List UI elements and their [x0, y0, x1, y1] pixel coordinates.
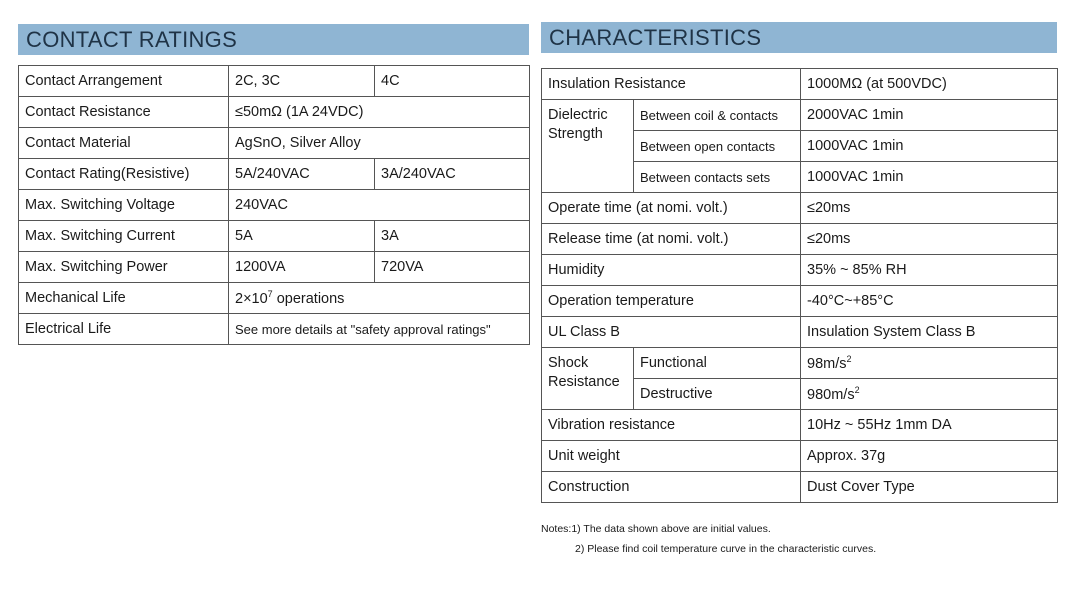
row-sublabel: Functional: [634, 348, 801, 379]
row-value: 1000VAC 1min: [801, 162, 1058, 193]
row-label: Release time (at nomi. volt.): [542, 224, 801, 255]
table-row: [542, 286, 1058, 317]
table-row: [542, 410, 1058, 441]
contact-ratings-table: [18, 65, 530, 345]
row-label: Max. Switching Power: [19, 252, 229, 283]
table-row: [19, 128, 530, 159]
row-value: AgSnO, Silver Alloy: [229, 128, 530, 159]
table-row: [19, 159, 530, 190]
table-row: [542, 100, 1058, 131]
row-value: [801, 379, 1058, 410]
characteristics-title: CHARACTERISTICS: [541, 22, 1057, 53]
row-sublabel: Between contacts sets: [634, 162, 801, 193]
row-label: Insulation Resistance: [542, 69, 801, 100]
row-value: 35% ~ 85% RH: [801, 255, 1058, 286]
value-text: 98m/s: [807, 355, 847, 372]
row-label: Mechanical Life: [19, 283, 229, 314]
row-value: 3A: [375, 221, 530, 252]
row-value: ≤50mΩ (1A 24VDC): [229, 97, 530, 128]
table-row: [542, 224, 1058, 255]
table-row: [19, 283, 530, 314]
row-value: Insulation System Class B: [801, 317, 1058, 348]
value-text: 2×10: [235, 290, 268, 307]
row-label: UL Class B: [542, 317, 801, 348]
row-value: 4C: [375, 66, 530, 97]
row-value: 240VAC: [229, 190, 530, 221]
row-value: [801, 348, 1058, 379]
row-label: Unit weight: [542, 441, 801, 472]
contact-ratings-title: CONTACT RATINGS: [18, 24, 529, 55]
row-value: 5A: [229, 221, 375, 252]
value-text: operations: [272, 290, 345, 307]
row-value: 1200VA: [229, 252, 375, 283]
row-label: Shock Resistance: [542, 348, 634, 410]
row-label: Contact Resistance: [19, 97, 229, 128]
row-label: Operation temperature: [542, 286, 801, 317]
row-value: ≤20ms: [801, 224, 1058, 255]
value-exponent: 2: [854, 385, 860, 396]
table-row: [19, 97, 530, 128]
table-row: [542, 193, 1058, 224]
row-sublabel: Destructive: [634, 379, 801, 410]
note-line: Notes:1) The data shown above are initial values.: [541, 523, 771, 535]
table-row: [542, 348, 1058, 379]
table-row: [542, 69, 1058, 100]
row-value: [229, 283, 530, 314]
row-value: 1000MΩ (at 500VDC): [801, 69, 1058, 100]
row-label: Contact Arrangement: [19, 66, 229, 97]
row-label: Construction: [542, 472, 801, 503]
table-row: [19, 66, 530, 97]
row-value: 5A/240VAC: [229, 159, 375, 190]
row-value: -40°C~+85°C: [801, 286, 1058, 317]
notes: [541, 519, 876, 559]
row-value: 2C, 3C: [229, 66, 375, 97]
row-value: Approx. 37g: [801, 441, 1058, 472]
row-value: See more details at "safety approval ratings": [229, 314, 530, 345]
table-row: [542, 472, 1058, 503]
note-line: 2) Please find coil temperature curve in the characteristic curves.: [575, 543, 877, 555]
row-label: Max. Switching Voltage: [19, 190, 229, 221]
row-sublabel: Between coil & contacts: [634, 100, 801, 131]
row-value: 10Hz ~ 55Hz 1mm DA: [801, 410, 1058, 441]
row-value: 3A/240VAC: [375, 159, 530, 190]
table-row: [542, 317, 1058, 348]
row-label: Operate time (at nomi. volt.): [542, 193, 801, 224]
row-sublabel: Between open contacts: [634, 131, 801, 162]
row-value: Dust Cover Type: [801, 472, 1058, 503]
value-text: 980m/s: [807, 386, 855, 403]
row-label: Max. Switching Current: [19, 221, 229, 252]
row-label: Humidity: [542, 255, 801, 286]
row-label: Contact Material: [19, 128, 229, 159]
table-row: [19, 221, 530, 252]
characteristics-table: [541, 68, 1058, 503]
table-row: [542, 441, 1058, 472]
table-row: [542, 255, 1058, 286]
table-row: [19, 252, 530, 283]
value-exponent: 2: [846, 354, 852, 365]
row-label: Electrical Life: [19, 314, 229, 345]
row-label: Vibration resistance: [542, 410, 801, 441]
value-exponent: 7: [267, 289, 273, 300]
row-value: 1000VAC 1min: [801, 131, 1058, 162]
row-value: 720VA: [375, 252, 530, 283]
row-value: 2000VAC 1min: [801, 100, 1058, 131]
table-row: [19, 190, 530, 221]
row-label: Dielectric Strength: [542, 100, 634, 193]
table-row: [19, 314, 530, 345]
row-value: ≤20ms: [801, 193, 1058, 224]
row-label: Contact Rating(Resistive): [19, 159, 229, 190]
